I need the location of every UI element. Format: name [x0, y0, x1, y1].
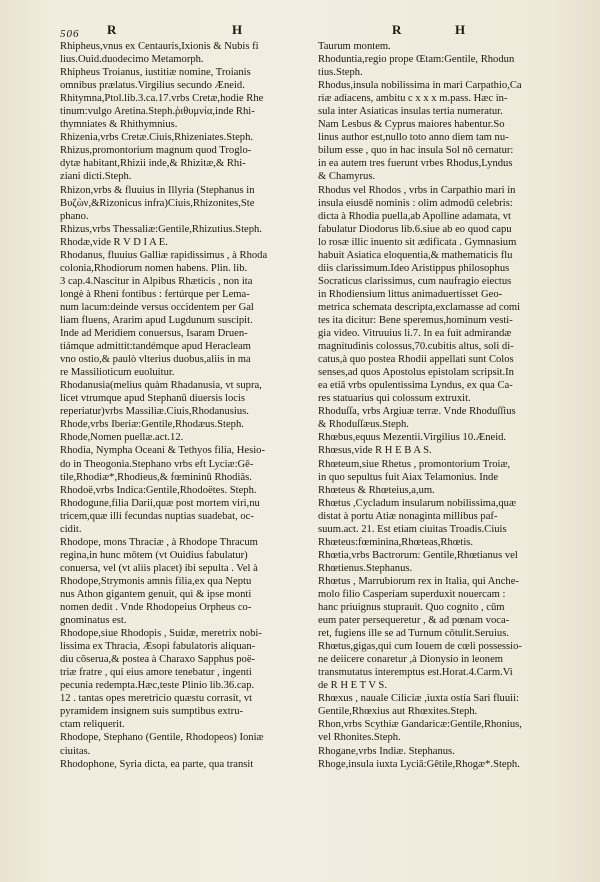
- text-line: Rhoduntia,regio prope Œtam:Gentile, Rhodun: [318, 54, 515, 66]
- text-line: Rhœsus,vide R H E B A S.: [318, 445, 432, 457]
- text-line: & Chamyrus.: [318, 171, 376, 183]
- text-line: licet vtrumque apud Stephanū diuersis locis: [60, 393, 246, 405]
- text-line: linus author est,nullo toto anno diem tam nu-: [318, 132, 509, 144]
- text-line: ne deiicere conaretur ,à Dionysio in leonem: [318, 654, 504, 666]
- text-line: lissima ex Thracia, Æsopi fabulatoris aliquan-: [60, 641, 256, 653]
- text-line: metrica schemata descripta,exclamasse ad comi: [318, 301, 521, 313]
- text-line: sula inter Asiaticas insulas tertia numeratur.: [318, 106, 503, 118]
- text-line: Rhodanus, fluuius Galliæ rapidissimus , à Rhoda: [60, 249, 268, 261]
- text-line: Rhœtus , Marrubiorum rex in Italia, qui Anche-: [318, 575, 519, 587]
- text-line: do in Theogonia.Stephano vrbs eft Lyciæ:Gē-: [60, 458, 254, 470]
- text-line: phano.: [60, 210, 89, 222]
- text-line: habuit Asiatica eloquentia,& mathematicis flu: [318, 249, 513, 261]
- text-line: dicta à Rhodia puella,ab Apolline adamata, vt: [318, 210, 511, 222]
- text-line: fabulatur Diodorus lib.6.siue ab eo quod capu: [318, 223, 512, 235]
- text-line: tius.Steph.: [318, 67, 363, 79]
- text-line: Gentile,Rhœxius aut Rhœxites.Steph.: [318, 706, 478, 718]
- text-line: Rhodanusia(melius quàm Rhadanusia, vt supra,: [60, 380, 262, 392]
- text-line: Rhodæ,vide R V D I A E.: [60, 236, 168, 248]
- text-line: Rhodoë,vrbs Indica:Gentile,Rhodoëtes. Steph.: [60, 484, 257, 496]
- text-line: conuersa, vel (vt aliis placet) ibi sepulta . Vel à: [60, 562, 258, 574]
- header-letter-r-left: R: [107, 22, 118, 37]
- text-line: Rhode,vrbs Iberiæ:Gentile,Rhodæus.Steph.: [60, 419, 244, 431]
- text-line: liam fluens, Ararim apud Lugdunum suscipit.: [60, 314, 253, 326]
- text-line: Rhodus vel Rhodos , vrbs in Carpathio mari in: [318, 184, 516, 196]
- text-line: res statuarius qui colossum extruxit.: [318, 393, 471, 405]
- text-line: Rhipheus,vnus ex Centauris,Ixionis & Nubis fi: [60, 41, 259, 52]
- text-line: in Rhodiensium littus animaduertisset Geo-: [318, 288, 503, 300]
- text-line: ciuitas.: [60, 745, 91, 757]
- text-line: dytæ habitant,Rhizii inde,& Rhizitæ,& Rhi-: [60, 158, 246, 170]
- text-line: riæ adiacens, ambitu c x x x m.pass. Hæc in-: [318, 93, 508, 105]
- text-line: longè à Rheni fontibus : fertúrque per Lema-: [60, 288, 250, 300]
- page-number: 506: [60, 28, 80, 40]
- text-line: Inde ad Meridiem conuersus, Isaram Druen-: [60, 328, 248, 340]
- text-line: hanc priuignus stuprauit. Quo cognito , cūm: [318, 602, 505, 614]
- text-line: Rhode,Nomen puellæ.act.12.: [60, 432, 184, 444]
- text-line: Rhitymna,Ptol.lib.3.ca.17.vrbs Cretæ,hodie Rhe: [60, 93, 264, 105]
- text-line: pecunia redempta.Hæc,teste Plinio lib.36.cap.: [60, 680, 255, 692]
- text-line: tiámque admittit:tandémque apud Heracleam: [60, 341, 251, 353]
- text-line: Rhizus,promontorium magnum quod Troglo-: [60, 145, 252, 157]
- text-line: Rhodus,insula nobilissima in mari Carpathio,Ca: [318, 80, 522, 92]
- text-line: Rhizenia,vrbs Cretæ.Ciuis,Rhizeniates.Steph.: [60, 132, 254, 144]
- text-line: magnitudinis colossus,70.cubitis altus, soli di-: [318, 341, 514, 353]
- text-line: Rhœtus ,Cycladum insularum nobilissima,quæ: [318, 497, 517, 509]
- text-line: Socraticus clarissimus, cum naufragio eiectus: [318, 275, 512, 287]
- text-line: thymniates & Rhithymnius.: [60, 119, 178, 131]
- text-line: transmutatus interemptus est.Horat.4.Carm.Vi: [318, 667, 513, 679]
- text-line: de R H E T V S.: [318, 680, 387, 692]
- text-line: ctam reliquerit.: [60, 719, 125, 731]
- text-line: Rhodia, Nympha Oceani & Tethyos filia, Hesio-: [60, 445, 266, 457]
- text-line: Rhodope,Strymonis amnis filia,ex qua Neptu: [60, 575, 252, 587]
- text-line: Rhœtia,vrbs Bactrorum: Gentile,Rhœtianus vel: [318, 549, 518, 561]
- text-line: lo rosæ illic inuento sit ædificata . Gymnasium: [318, 236, 517, 248]
- text-line: num lacum:deinde versus occidentem per Gal: [60, 301, 254, 313]
- text-line: tes ita dicitur: Bene speremus,hominum vesti-: [318, 314, 513, 326]
- text-line: suum.act. 21. Est etiam ciuitas Troadis.Ciuis: [318, 523, 507, 535]
- text-line: ea etiā vrbs opulentissima Lyndus, ex qua Ca-: [318, 380, 513, 392]
- text-line: diu cōserua,& postea à Charaxo Sapphus poë-: [60, 654, 256, 666]
- text-line: Rhon,vrbs Scythiæ Gandaricæ:Gentile,Rhonius,: [318, 719, 522, 731]
- text-line: catus,à quo postea Rhodii appellati sunt Colos: [318, 354, 514, 366]
- text-line: diis clarissimum.Ideo Aristippus philosophus: [318, 262, 510, 274]
- text-line: Rhœxus , nauale Ciliciæ ,iuxta ostia Sari fluuii:: [318, 693, 519, 705]
- text-line: insula eiusdē nominis : olim admodū celebris:: [318, 197, 513, 209]
- text-line: colonia,Rhodiorum nomen habens. Plin. lib.: [60, 262, 248, 274]
- header-letter-h-left: H: [232, 22, 244, 37]
- text-line: Rhogane,vrbs Indiæ. Stephanus.: [318, 745, 455, 757]
- text-line: ret, fugiens ille se ad Turnum cōtulit.Seruius.: [318, 628, 509, 640]
- text-line: omnibus prælatus.Virgilius secundo Æneid.: [60, 80, 245, 92]
- text-line: & Rhoduſſæus.Steph.: [318, 419, 409, 431]
- text-line: Βυζὼν,&Rizonicus infra)Ciuis,Rhizonites,Ste: [60, 197, 255, 209]
- text-line: tricem,quæ illi fecundas nuptias suadebat, oc-: [60, 510, 254, 522]
- text-line: distat à portu Atiæ nonaginta millibus paf-: [318, 510, 498, 522]
- text-line: Rhipheus Troianus, iustitiæ nomine, Troianis: [60, 67, 251, 79]
- text-line: vel Rhonites.Steph.: [318, 732, 401, 744]
- text-line: bilum esse , quo in hac insula Sol nō cernatur:: [318, 145, 514, 157]
- right-column: [318, 40, 588, 771]
- text-line: Rhodope,siue Rhodopis , Suidæ, meretrix nobi-: [60, 628, 262, 640]
- running-header: [0, 22, 600, 42]
- text-line: Rhœteus:fœminina,Rhœteas,Rhœtis.: [318, 536, 474, 548]
- text-line: reperiatur)vrbs Massiliæ.Ciuis,Rhodanusius.: [60, 406, 249, 418]
- left-column: [60, 40, 316, 771]
- text-line: triæ fratre , qui eius amore tenebatur , ingenti: [60, 667, 252, 679]
- text-line: 3 cap.4.Nascitur in Alpibus Rhæticis , non ita: [60, 275, 253, 287]
- text-line: cidit.: [60, 523, 82, 535]
- text-line: Rhodogune,filia Darii,quæ post mortem viri,nu: [60, 497, 260, 509]
- text-line: tile,Rhodiæ*,Rhodieus,& fœmininū Rhodiās.: [60, 471, 252, 483]
- text-line: vno ostio,& paulò vlterius duobus,aliis in ma: [60, 354, 251, 366]
- text-line: nus Athon gigantem genuit, qui & ipse monti: [60, 588, 252, 600]
- text-line: pyramidem insignem suis sumptibus extru-: [60, 706, 244, 718]
- text-line: tinum:vulgo Aretina.Steph.ῥιθυμνία,inde Rhi-: [60, 106, 255, 118]
- text-line: molo filio Casperiam superduxit nouercam :: [318, 588, 506, 600]
- text-line: Rhodophone, Syria dicta, ea parte, qua transit: [60, 758, 254, 770]
- header-letter-r-right: R: [392, 22, 403, 37]
- text-line: Rhoduſſa, vrbs Argiuæ terræ. Vnde Rhoduſſius: [318, 406, 516, 418]
- text-line: Rhizus,vrbs Thessaliæ:Gentile,Rhizutius.Steph.: [60, 223, 262, 235]
- header-letter-h-right: H: [455, 22, 467, 37]
- text-line: senses,ad quos Apostolus epistolam scripsit.In: [318, 367, 514, 379]
- text-line: ziani dicti.Steph.: [60, 171, 132, 183]
- text-line: 12 . tantas opes meretricio quæstu corrasit, vt: [60, 693, 253, 705]
- text-line: Nam Lesbus & Cyprus maiores habentur.So: [318, 119, 505, 131]
- text-line: in quo sepultus fuit Aiax Telamonius. Inde: [318, 471, 499, 483]
- text-line: Rhodope, mons Thraciæ , à Rhodope Thracum: [60, 536, 258, 548]
- text-line: Rhœteum,siue Rhetus , promontorium Troiæ,: [318, 458, 511, 470]
- text-line: gia video. Vitruuius li.7. In ea fuit admirandæ: [318, 328, 512, 340]
- text-line: re Massilioticum euoluitur.: [60, 367, 175, 379]
- text-line: in ea autem tres fuerunt vrbes Rhodus,Lyndus: [318, 158, 513, 170]
- text-line: Rhœtienus.Stephanus.: [318, 562, 413, 574]
- text-line: Rhœbus,equus Mezentii.Virgilius 10.Æneid.: [318, 432, 507, 444]
- text-line: regina,in hunc mōtem (vt Ouidius fabulatur): [60, 549, 248, 561]
- text-line: eum pater persequeretur , & ad pœnam voca-: [318, 615, 510, 627]
- text-line: nomen dedit . Vnde Rhodopeius Orpheus co-: [60, 602, 252, 614]
- text-line: Taurum montem.: [318, 41, 391, 52]
- text-line: Rhodope, Stephano (Gentile, Rhodopeos) Ioniæ: [60, 732, 264, 744]
- text-line: Rhoge,insula iuxta Lyciā:Gētile,Rhogæ*.Steph.: [318, 758, 520, 770]
- text-line: Rhizon,vrbs & fluuius in Illyria (Stephanus in: [60, 184, 255, 196]
- text-line: Rhœtus,gigas,qui cum Iouem de cœli possessio-: [318, 641, 522, 653]
- text-line: gnominatus est.: [60, 615, 127, 627]
- text-line: Rhœteus & Rhœteius,a,um.: [318, 484, 435, 496]
- text-line: lius.Ouid.duodecimo Metamorph.: [60, 54, 204, 66]
